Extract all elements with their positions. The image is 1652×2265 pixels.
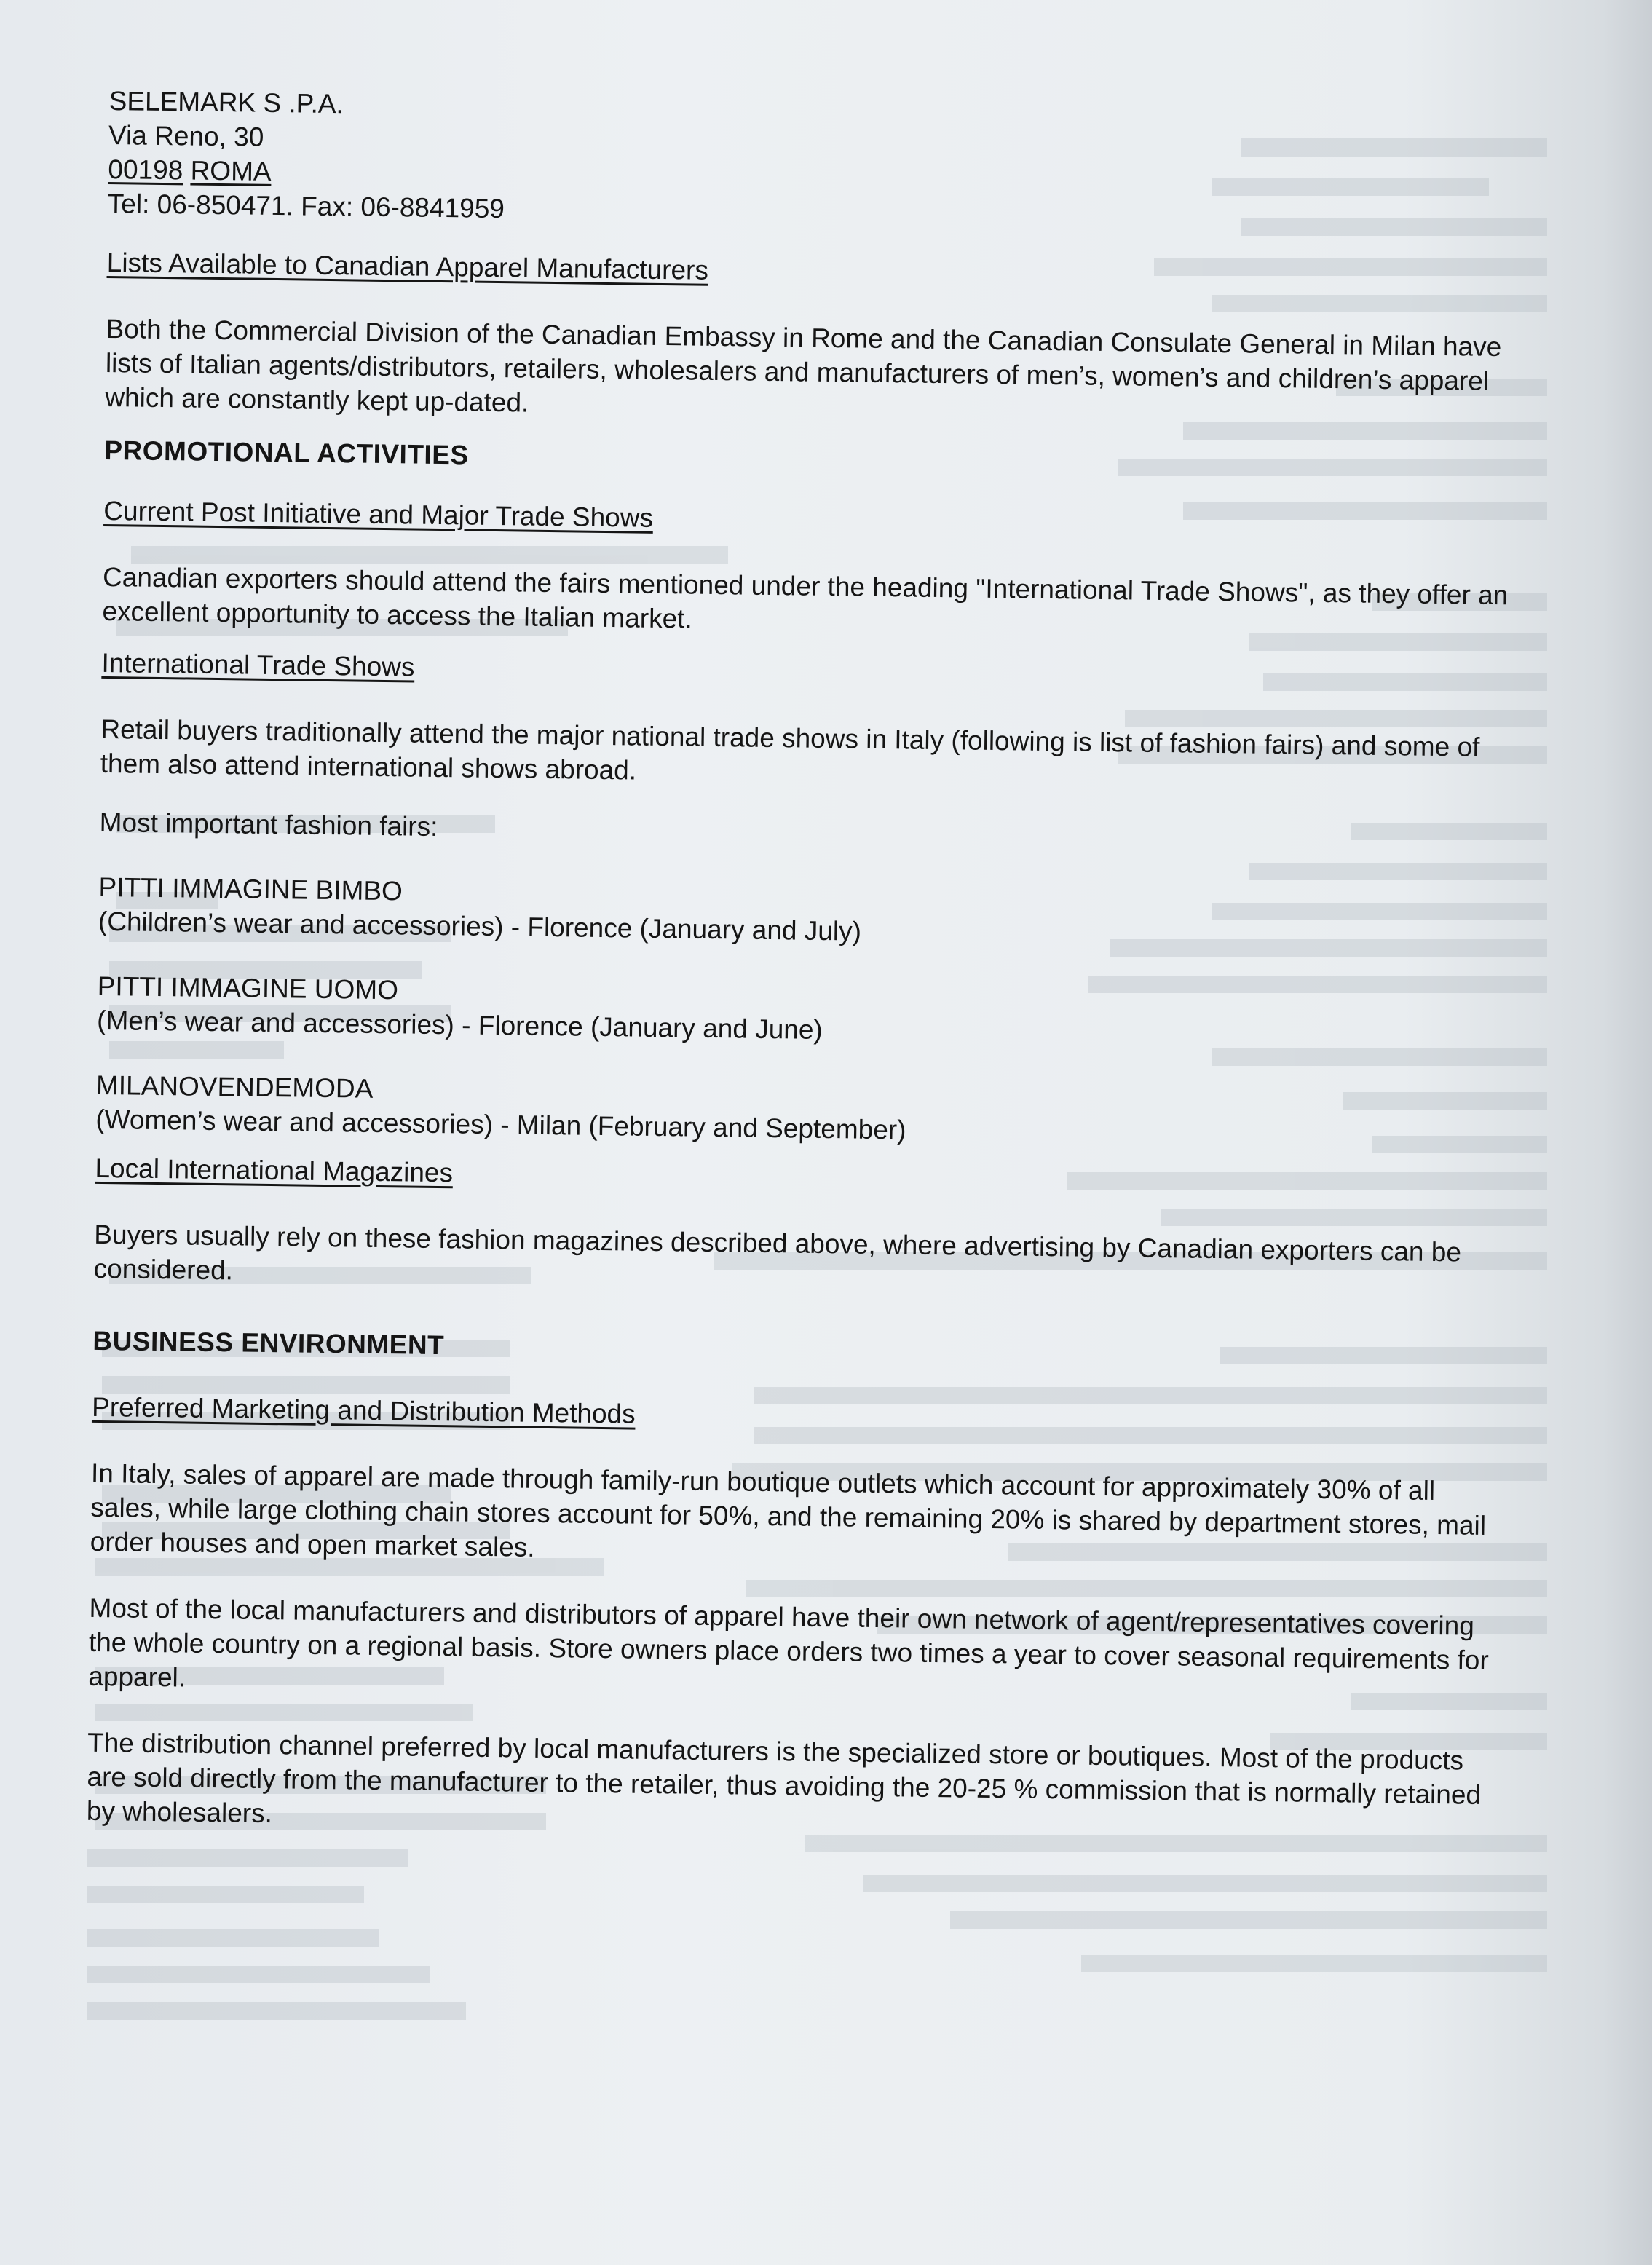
lists-body: Both the Commercial Division of the Canadian Embassy in Rome and the Canadian Consulate General in Milan have lists of Italian agents/distributors, retailers, wholesalers and manufacturers of men’s, women’s and children’s apparel which are constantly kept up-dated. [105,313,1502,418]
fair-item [98,870,1519,957]
phone-fax: Tel: 06-850471. Fax: 06-8841959 [107,188,505,224]
marketing-heading: Preferred Marketing and Distribution Methods [91,1391,636,1429]
fair-name: MILANOVENDEMODA [95,1070,374,1104]
promotional-activities-heading: PROMOTIONAL ACTIVITIES [104,435,469,470]
document-content [87,84,1529,1846]
company-name: SELEMARK S .P.A. [108,85,344,119]
trade-shows-body: Retail buyers traditionally attend the major national trade shows in Italy (following is list of fashion fairs) and some of them also attend international shows abroad. [100,714,1480,786]
business-environment-heading: BUSINESS ENVIRONMENT [92,1325,445,1361]
marketing-paragraph: The distribution channel preferred by local manufacturers is the specialized store or boutiques. Most of the products are sold directly from the manufacturer to the retailer, thus avoiding the 20-25 % commission that is normally retained by wholesalers. [86,1727,1482,1829]
fairs-label: Most important fashion fairs: [99,807,438,842]
fair-description: (Children’s wear and accessories) - Florence (January and July) [98,906,862,946]
fair-name: PITTI IMMAGINE BIMBO [98,871,403,906]
fair-name: PITTI IMMAGINE UOMO [97,971,399,1005]
city: ROMA [190,155,272,186]
postcode: 00198 [108,154,183,186]
current-post-body: Canadian exporters should attend the fairs mentioned under the heading "International Trade Shows", as they offer an excellent opportunity to access the Italian market. [102,561,1509,634]
current-post-heading: Current Post Initiative and Major Trade Shows [103,495,654,533]
magazines-heading: Local International Magazines [95,1153,454,1188]
street-address: Via Reno, 30 [108,119,264,152]
trade-shows-heading: International Trade Shows [101,647,415,682]
marketing-paragraph: Most of the local manufacturers and distributors of apparel have their own network of agent/representatives covering the whole country on a regional basis. Store owners place orders two times a year to cover seasonal requirements for apparel. [88,1592,1490,1693]
magazines-body: Buyers usually rely on these fashion magazines described above, where advertising by Canadian exporters can be considered. [93,1219,1462,1286]
lists-heading: Lists Available to Canadian Apparel Manufacturers [106,247,709,285]
marketing-paragraph: In Italy, sales of apparel are made through family-run boutique outlets which account for approximately 30% of all sales, while large clothing chain stores account for 50%, and the remaining 20% is shared by department stores, mail order houses and open market sales. [90,1458,1487,1562]
fair-description: (Men’s wear and accessories) - Florence (January and June) [96,1005,823,1045]
fair-description: (Women’s wear and accessories) - Milan (February and September) [95,1104,906,1145]
fair-item [97,969,1517,1056]
fair-item [95,1068,1516,1155]
address-block [108,84,1529,240]
